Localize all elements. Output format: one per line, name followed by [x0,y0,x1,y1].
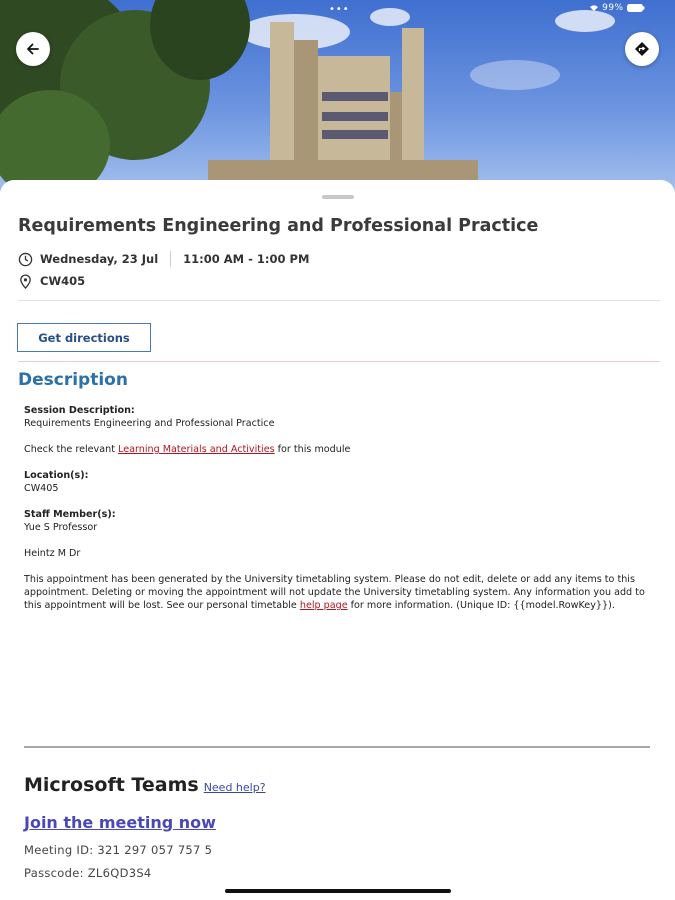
check-prefix: Check the relevant [24,444,119,455]
directions-diamond-icon [634,41,650,57]
notice-text: This appointment has been generated by the University timetabling system. Please do not edit, delete or add any items to this appointment. Deleting or moving the appointment will not update the University timetabling system. Any information you add to this appointment will be lost. See our personal timetable [24,574,645,611]
get-directions-button[interactable]: Get directions [17,323,151,352]
event-time: 11:00 AM - 1:00 PM [183,252,310,266]
event-detail-sheet [0,180,675,900]
session-value: Requirements Engineering and Professional Practice [24,418,275,429]
multitask-dots[interactable]: ••• [329,4,350,15]
staff-member-1: Yue S Professor [24,522,98,533]
divider [24,746,650,748]
home-indicator[interactable] [225,889,451,893]
cloud [555,10,615,32]
help-page-link[interactable]: help page [299,600,348,611]
wifi-icon [589,4,599,12]
directions-button[interactable] [625,32,659,66]
event-date: Wednesday, 23 Jul [40,252,159,266]
clock-icon [18,252,33,267]
meeting-id: Meeting ID: 321 297 057 757 5 [24,843,213,857]
back-button[interactable] [16,32,50,66]
hero-image [0,0,675,200]
status-bar [589,3,645,13]
arrow-left-icon [26,42,40,56]
divider [18,300,660,301]
battery-percent: 99% [602,3,624,13]
notice-suffix: for more information. (Unique ID: {{model.RowKey}}). [347,600,615,611]
divider [170,251,171,267]
event-title: Requirements Engineering and Professional Practice [18,216,539,236]
description-heading: Description [18,370,128,390]
description-body [24,404,659,625]
need-help-link[interactable]: Need help? [203,781,266,794]
divider [18,361,660,362]
meeting-passcode: Passcode: ZL6QD3S4 [24,866,152,880]
check-suffix: for this module [274,444,351,455]
cloud [470,60,560,90]
session-label: Session Description: [24,405,135,416]
join-meeting-link[interactable]: Join the meeting now [24,813,216,832]
location-value: CW405 [24,483,59,494]
battery-icon [627,4,645,12]
teams-header [24,774,266,796]
event-datetime [18,250,309,268]
cloud [370,8,410,26]
learning-materials-link[interactable]: Learning Materials and Activities [118,444,275,455]
teams-title: Microsoft Teams [24,774,199,796]
location-label: Location(s): [24,470,89,481]
sheet-grabber[interactable] [322,195,354,199]
staff-member-2: Heintz M Dr [24,548,81,559]
location-pin-icon [18,274,33,289]
event-location [18,272,85,290]
event-location-text: CW405 [40,274,86,288]
staff-label: Staff Member(s): [24,509,116,520]
